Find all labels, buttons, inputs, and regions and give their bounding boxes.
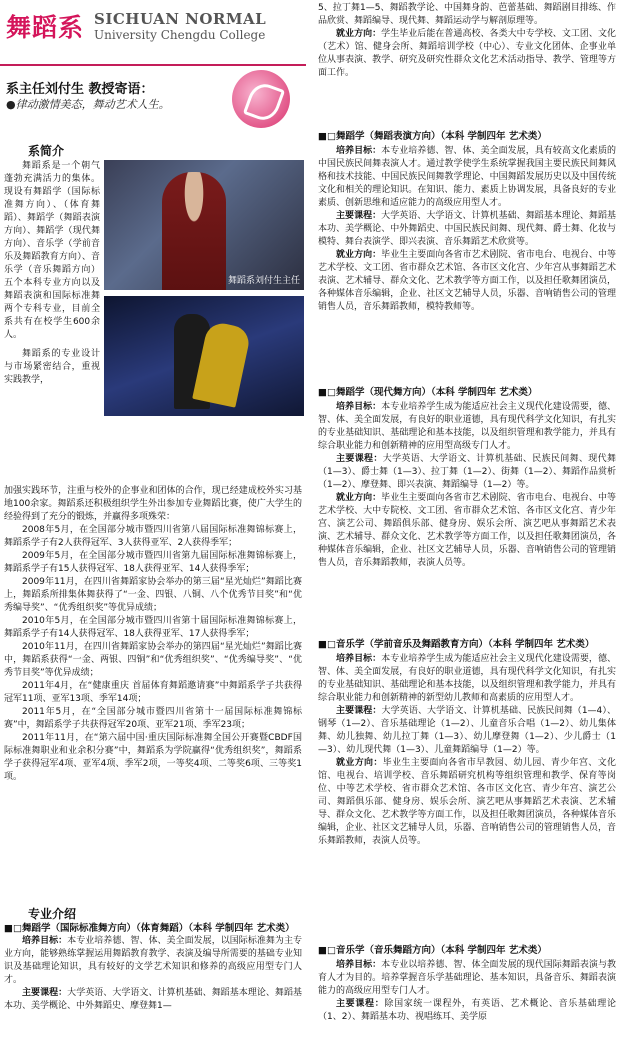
goal-label: 培养目标： [336,960,382,970]
major-name: ■□舞蹈学（现代舞方向）（本科 学制四年 艺术类） [318,387,538,398]
intro-paragraph-wide [4,485,302,784]
course-label: 主要课程： [336,454,383,464]
brand-english-line1: SICHUAN NORMAL [94,10,267,28]
job-label: 就业方向： [336,250,382,260]
dean-figure [162,172,226,290]
course-text: 大学英语、大学语文、计算机基础、民族民间舞、现代舞（1—3）、爵士舞（1—3）、拉丁舞（1—2）、街舞（1—2）、舞蹈作品赏析（1—2）、摩登舞、即兴表演、舞蹈编导（1—2）等。 [318,454,616,490]
major-block-2 [318,386,616,570]
job-label: 就业方向： [336,29,382,39]
award-item: 2011年11月，在“第六届中国·重庆国际标准舞全国公开赛暨CBDF国际标准舞职业和业余积分赛”中，舞蹈系为学院赢得“优秀组织奖”，舞蹈系学子获得冠军4项、亚军4项、季军2项，一等奖4项、二等奖6项、三等奖1项。 [4,733,302,782]
header-divider [0,64,306,66]
major-name: ■□音乐学（音乐舞蹈方向）（本科 学制四年 艺术类） [318,945,547,956]
brand-english-line2: University Chengdu College [94,28,266,42]
goal-text: 本专业培养学生成为能适应社会主义现代化建设需要，德、智、体、美全面发展，有良好的职业道德，具有现代科学文化知识，有扎实的专业基础知识、基础理论和基本技能，以及组织管理和教学能力，并具有综合职业能力和创新精神的应用型高级专门人才。 [318,402,616,451]
goal-label: 培养目标： [336,654,382,664]
masthead [0,0,306,60]
award-item: 2009年5月，在全国部分城市暨四川省第九届国际标准舞锦标赛上，舞蹈系学子有15人获得冠军、18人获得亚军、14人获得季军； [4,551,302,574]
right-column [314,0,619,1053]
award-item: 2011年4月，在“健康重庆 首届体育舞蹈邀请赛”中舞蹈系学子共获得冠军11项、亚军13项、季军14项； [4,681,302,704]
award-item: 2009年11月，在四川省舞蹈家协会举办的第三届“星光灿烂”舞蹈比赛上，舞蹈系所排集体舞获得了“一金、四银、八铜、八个优秀节目奖”和“优秀编导奖”、“优秀组织奖”等优异成绩； [4,577,302,613]
course-text: 除国家统一课程外，有英语、艺术概论、音乐基础理论（1、2）、舞蹈基本功、视唱练耳、美学原 [318,999,616,1022]
major-block-3 [318,638,616,848]
job-label: 就业方向： [336,758,383,768]
left-column [0,0,306,1053]
major-block-0 [4,922,302,1013]
course-text-rest: 5、拉丁舞1—5、舞蹈教学论、中国舞身韵、芭蕾基础、舞蹈剧目排练、作品欣赏、舞蹈编导、现代舞、舞蹈运动学与解剖原理等。 [318,3,616,26]
intro-para2-rest: 加强实践环节，注重与校外的企事业和团体的合作，现已经建成校外实习基地100余家。舞蹈系还积极组织学生外出参加专业舞蹈比赛，使广大学生的经验得到了充分的锻炼，并赢得多项殊荣： [4,486,302,522]
job-text: 毕业生主要面向各省市艺术剧院、省市电台、电视台、中等艺术学校、大中专院校、文工团、省市群众艺术馆、各市区文化宫、青少年宫、演艺公司、舞蹈俱乐部、健身房、娱乐会所、演艺吧从事舞蹈艺术表演、艺术辅导、群众文化、艺术教学等方面工作，以及担任歌舞团演员，各种媒体音乐编辑，企业、社区文艺辅导人员，乐器、音响销售公司的管理销售人员，音乐舞蹈教师，表演人员等。 [318,493,616,568]
course-label: 主要课程： [336,999,385,1009]
course-label: 主要课程： [336,211,382,221]
dean-photo [104,160,304,290]
goal-text: 本专业培养学生成为能适应社会主义现代化建设需要，德、智、体、美全面发展，有良好的职业道德，具有现代科学文化知识，有扎实的专业基础知识、基础理论和基本技能，以及组织管理和教学能力，并具有综合职业能力和创新精神的新型幼儿教师和高素质的应用型人才。 [318,654,616,703]
course-label: 主要课程： [336,706,382,716]
goal-text: 本专业以培养德、智、体全面发展的现代国际舞蹈表演与教育人才为目的。培养掌握音乐学基础理论、基本知识，具备音乐、舞蹈表演能力的高级应用型专门人才。 [318,960,616,996]
intro-para2-start: 舞蹈系的专业设计与市场紧密结合，重视实践教学， [4,349,100,385]
award-item: 2008年5月，在全国部分城市暨四川省第八届国际标准舞锦标赛上，舞蹈系学子有2人获得冠军、3人获得亚军、2人获得季军； [4,525,302,548]
dean-title: 系主任刘付生 教授寄语： [6,82,154,97]
goal-text: 本专业培养德、智、体、美全面发展，具有较高文化素质的中国民族民间舞表演人才。通过教学使学生系统掌握我国主要民族民间舞风格和技术技能、中国民族民间舞教学理论、中国舞蹈发展历史以及中国传统文化和相关的理论知识。在知识、能力、素质上协调发展，具备良好的专业素质、创新思维和适应能力的高级应用型人才。 [318,146,616,208]
course-text: 大学英语、大学语文、计算机基础、民族民间舞（1—4）、钢琴（1—2）、音乐基础理论（1—2）、儿童音乐合唱（1—2）、幼儿集体舞、幼儿独舞、幼儿拉丁舞（1—3）、幼儿摩登舞（1—2）、少儿爵士（1—3）、幼儿现代舞（1—3）、儿童舞蹈编导（1—2）等。 [318,706,616,755]
award-item: 2010年5月，在全国部分城市暨四川省第十届国际标准舞锦标赛上，舞蹈系学子有14人获得冠军、18人获得亚军、17人获得季军； [4,616,302,639]
photo-caption: 舞蹈系刘付生主任 [227,276,300,286]
major-name: ■□舞蹈学（舞蹈表演方向）（本科 学制四年 艺术类） [318,131,547,142]
goal-label: 培养目标： [336,402,382,412]
course-text: 大学英语、大学语文、计算机基础、舞蹈基本理论、舞蹈基本功、美学概论、中外舞蹈史、中国民族民间舞、现代舞、爵士舞、化妆与模特、舞台表演学、即兴表演、音乐舞蹈艺术欣赏等。 [318,211,616,247]
major-block-1 [318,130,616,314]
job-text: 毕业生主要面向各省市艺术剧院、省市电台、电视台、中等艺术学校、文工团、省市群众艺术馆、各市区文化宫、少年宫从事舞蹈艺术表演、艺术辅导、群众文化、艺术教学等方面工作，以及担任歌舞团演员，各种媒体音乐编辑，企业、社区文艺辅导人员，乐器、音响销售公司的管理销售人员，音乐舞蹈教师，模特教师等。 [318,250,616,312]
major-name: ■□音乐学（学前音乐及舞蹈教育方向）（本科 学制四年 艺术类） [318,639,595,650]
dance-logo-icon [232,70,290,128]
dancers-photo [104,296,304,416]
goal-label: 培养目标： [22,936,68,946]
course-text-start: 大学英语、大学语文、计算机基础、舞蹈基本理论、舞蹈基本功、美学概论、中外舞蹈史、摩登舞1— [4,988,302,1011]
intro-title: 系简介 [28,144,65,158]
brand-chinese: 舞蹈系 [6,13,85,42]
dean-motto: ●律动激情美态，舞动艺术人生。 [6,98,170,111]
major-name: ■□舞蹈学（国际标准舞方向）（体育舞蹈）（本科 学制四年 艺术类） [4,923,295,934]
award-item: 2011年5月，在“全国部分城市暨四川省第十一届国际标准舞锦标赛”中，舞蹈系学子共获得冠军20项、亚军21项、季军23项； [4,707,302,730]
major-block-0-cont [318,2,616,80]
course-label: 主要课程： [22,988,68,998]
goal-text: 本专业培养德、智、体、美全面发展，以国际标准舞为主专业方向，能够熟练掌握运用舞蹈教育教学、表演及编导所需要的基础专业知识及基础理论知识，具有较好的文学艺术知识和修养的高级应用型专门人才。 [4,936,302,985]
goal-label: 培养目标： [336,146,382,156]
job-label: 就业方向： [336,493,382,503]
job-text: 毕业生主要面向各省市早教园、幼儿园、青少年宫、文化馆、电视台、培训学校、音乐舞蹈研究机构等组织管理和教学、保育等岗位、中等艺术学校、省市群众艺术馆、各市区文化宫、青少年宫、演艺公司、舞蹈俱乐部、健身房、娱乐会所、演艺吧从事舞蹈艺术表演、艺术辅导、群众文化、艺术教学等方面工作，以及担任歌舞团演员，各种媒体音乐编辑，企业、社区文艺辅导人员，乐器、音响销售公司的管理销售人员，音乐舞蹈教师，表演人员等。 [318,758,616,846]
majors-title: 专业介绍 [28,907,77,921]
award-item: 2010年11月，在四川省舞蹈家协会举办的第四届“星光灿烂”舞蹈比赛中，舞蹈系获得“一金、两银、四铜”和“优秀组织奖”、“优秀编导奖”、“优秀节目奖”等优异成绩； [4,642,302,678]
intro-para1: 舞蹈系是一个朝气蓬勃充满活力的集体。现设有舞蹈学（国际标准舞方向）、（体育舞蹈）、舞蹈学（舞蹈表演方向）、舞蹈学（现代舞方向）、音乐学（学前音乐及舞蹈教育方向）、音乐学（音乐舞蹈方向）五个本科专业方向以及舞蹈表演和国际标准舞两个专科专业，目前全系共有在校学生600余人。 [4,161,100,340]
job-text: 学生毕业后能在普通高校、各类大中专学校、文工团、文化（艺术）馆、健身会所、舞蹈培训学校（中心）、专业文化团体、企事业单位从事表演、教学、研究及研究性群众文化艺术活动指导、教学、管理等方面工作。 [318,29,616,78]
intro-paragraph-narrow [4,160,100,387]
major-block-4 [318,944,616,1024]
